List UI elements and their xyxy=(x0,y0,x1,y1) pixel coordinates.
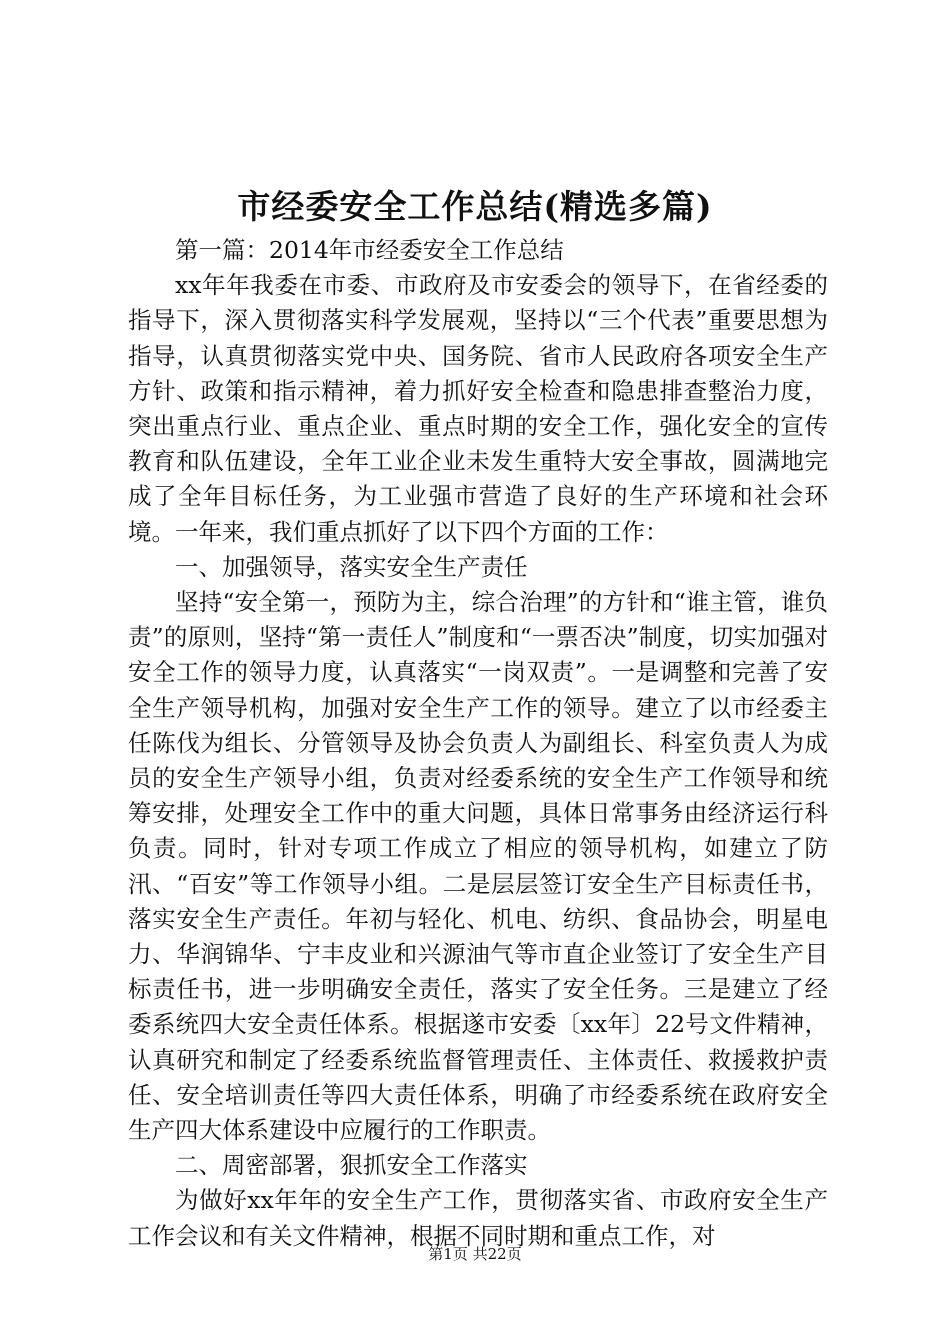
document-title: 市经委安全工作总结(精选多篇) xyxy=(237,187,713,226)
body-paragraph: xx年年我委在市委、市政府及市安委会的领导下，在省经委的指导下，深入贯彻落实科学发展观，坚持以“三个代表”重要思想为指导，认真贯彻落实党中央、国务院、省市人民政府各项安全生产方针、政策和指示精神，着力抓好安全检查和隐患排查整治力度，突出重点行业、重点企业、重点时期的安全工作，强化安全的宣传教育和队伍建设，全年工业企业未发生重特大安全事故，圆满地完成了全年目标任务，为工业强市营造了良好的生产环境和社会环境。一年来，我们重点抓好了以下四个方面的工作： xyxy=(128,271,828,546)
section-heading: 二、周密部署，狠抓安全工作落实 xyxy=(175,1151,528,1180)
section-heading: 一、加强领导，落实安全生产责任 xyxy=(175,552,528,581)
body-paragraph: 为做好xx年年的安全生产工作，贯彻落实省、市政府安全生产工作会议和有关文件精神，根据不同时期和重点工作，对 xyxy=(128,1186,828,1250)
body-paragraph: 坚持“安全第一，预防为主，综合治理”的方针和“谁主管，谁负责”的原则，坚持“第一责任人”制度和“一票否决”制度，切实加强对安全工作的领导力度，认真落实“一岗双责”。一是调整和完善了安全生产领导机构，加强对安全生产工作的领导。建立了以市经委主任陈伐为组长、分管领导及协会负责人为副组长、科室负责人为成员的安全生产领导小组，负责对经委系统的安全生产工作领导和统筹安排，处理安全工作中的重大问题，具体日常事务由经济运行科负责。同时，针对专项工作成立了相应的领导机构，如建立了防汛、“百安”等工作领导小组。二是层层签订安全生产目标责任书，落实安全生产责任。年初与轻化、机电、纺织、食品协会，明星电力、华润锦华、宁丰皮业和兴源油气等市直企业签订了安全生产目标责任书，进一步明确安全责任，落实了安全任务。三是建立了经委系统四大安全责任体系。根据遂市安委〔xx年〕22号文件精神，认真研究和制定了经委系统监督管理责任、主体责任、救援救护责任、安全培训责任等四大责任体系，明确了市经委系统在政府安全生产四大体系建设中应履行的工作职责。 xyxy=(128,588,828,1145)
section-heading-part-one: 第一篇：2014年市经委安全工作总结 xyxy=(175,236,564,264)
page-footer: 第1页 共22页 xyxy=(428,1245,522,1263)
document-body xyxy=(128,233,828,1254)
